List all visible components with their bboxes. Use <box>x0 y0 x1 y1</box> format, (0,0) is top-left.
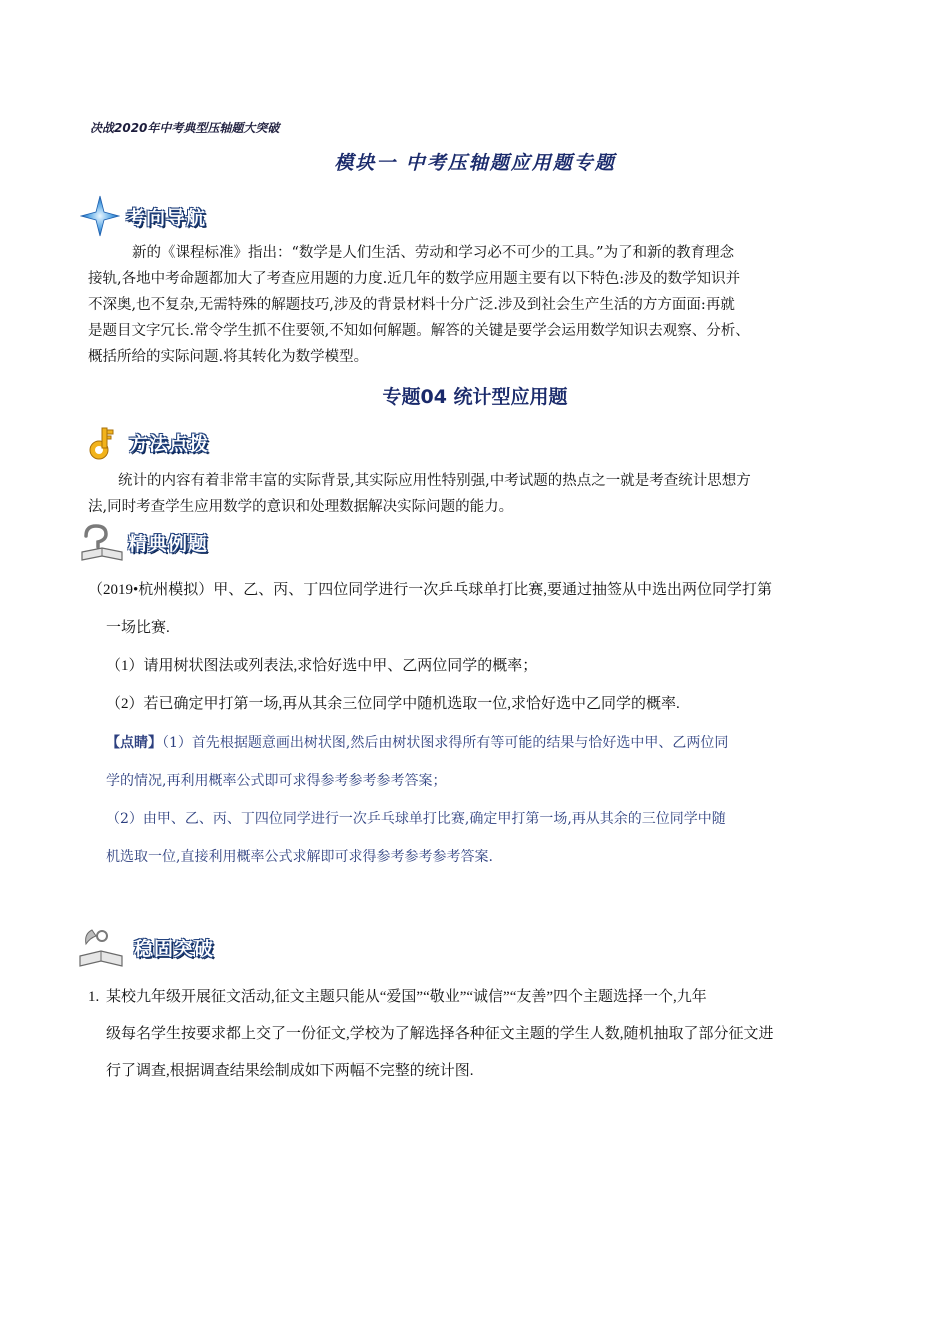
method-line: 法,同时考查学生应用数学的意识和处理数据解决实际问题的能力。 <box>88 499 514 515</box>
guide-line: 新的《课程标准》指出：“数学是人们生活、劳动和学习必不可少的工具。”为了和新的教育理念 <box>132 245 735 261</box>
guide-paragraph <box>88 240 868 370</box>
section-guide-label: 考向导航 <box>126 206 207 229</box>
section-examples-header <box>80 522 208 562</box>
section-consolidate-header <box>78 926 214 968</box>
guide-line: 不深奥,也不复杂,无需特殊的解题技巧,涉及的背景材料十分广泛.涉及到社会生产生活的方方面面:再就 <box>88 297 735 313</box>
example-part-1: （1）请用树状图法或列表法,求恰好选中甲、乙两位同学的概率； <box>106 658 538 674</box>
problem-line: 某校九年级开展征文活动,征文主题只能从“爱国”“敬业”“诚信”“友善”四个主题选择一个,九年 <box>106 989 707 1005</box>
golden-key-icon <box>85 422 121 462</box>
guide-line: 是题目文字冗长.常令学生抓不住要领,不知如何解题。解答的关键是要学会运用数学知识去观察、分析、 <box>88 323 750 339</box>
section-consolidate-label: 稳固突破 <box>134 937 215 960</box>
guide-line: 概括所给的实际问题.将其转化为数学模型。 <box>88 349 369 365</box>
section-method-header <box>85 422 209 462</box>
hint-text: （1）首先根据题意画出树状图,然后由树状图求得所有等可能的结果与恰好选中甲、乙两位同 <box>162 735 729 751</box>
hint-line: 机选取一位,直接利用概率公式求解即可求得参考参考参考答案. <box>106 849 493 865</box>
problem-line: 级每名学生按要求都上交了一份征文,学校为了解选择各种征文主题的学生人数,随机抽取了部分征文进 <box>106 1026 774 1042</box>
module-title: 模块一 中考压轴题应用题专题 <box>334 152 616 174</box>
method-line: 统计的内容有着非常丰富的实际背景,其实际应用性特别强,中考试题的热点之一就是考查统计思想方 <box>118 473 751 489</box>
problem-number: 1. <box>88 989 100 1005</box>
topic-title: 专题04 统计型应用题 <box>382 386 568 408</box>
hint-line <box>106 733 866 753</box>
example-part-2: （2）若已确定甲打第一场,再从其余三位同学中随机选取一位,求恰好选中乙同学的概率. <box>106 696 680 712</box>
series-title: 决战2020年中考典型压轴题大突破 <box>90 121 280 135</box>
question-book-icon <box>80 522 124 562</box>
example-line: 一场比赛. <box>106 620 170 636</box>
section-method-label: 方法点拨 <box>129 432 210 455</box>
section-guide-header <box>80 195 206 237</box>
guide-line: 接轨,各地中考命题都加大了考查应用题的力度.近几年的数学应用题主要有以下特色:涉及的数学知识并 <box>88 271 741 287</box>
section-examples-label: 精典例题 <box>128 532 209 555</box>
method-paragraph <box>88 468 868 520</box>
quill-book-icon <box>78 926 124 968</box>
hint-line: 学的情况,再利用概率公式即可求得参考参考参考答案； <box>106 773 447 789</box>
hint-tag: 【点睛】 <box>106 735 162 751</box>
compass-star-icon <box>80 195 120 237</box>
problem-line: 行了调查,根据调查结果绘制成如下两幅不完整的统计图. <box>106 1063 474 1079</box>
hint-line: （2）由甲、乙、丙、丁四位同学进行一次乒乓球单打比赛,确定甲打第一场,再从其余的三位同学中随 <box>106 811 726 827</box>
example-line: （2019•杭州模拟）甲、乙、丙、丁四位同学进行一次乒乓球单打比赛,要通过抽签从中选出两位同学打第 <box>88 582 773 598</box>
